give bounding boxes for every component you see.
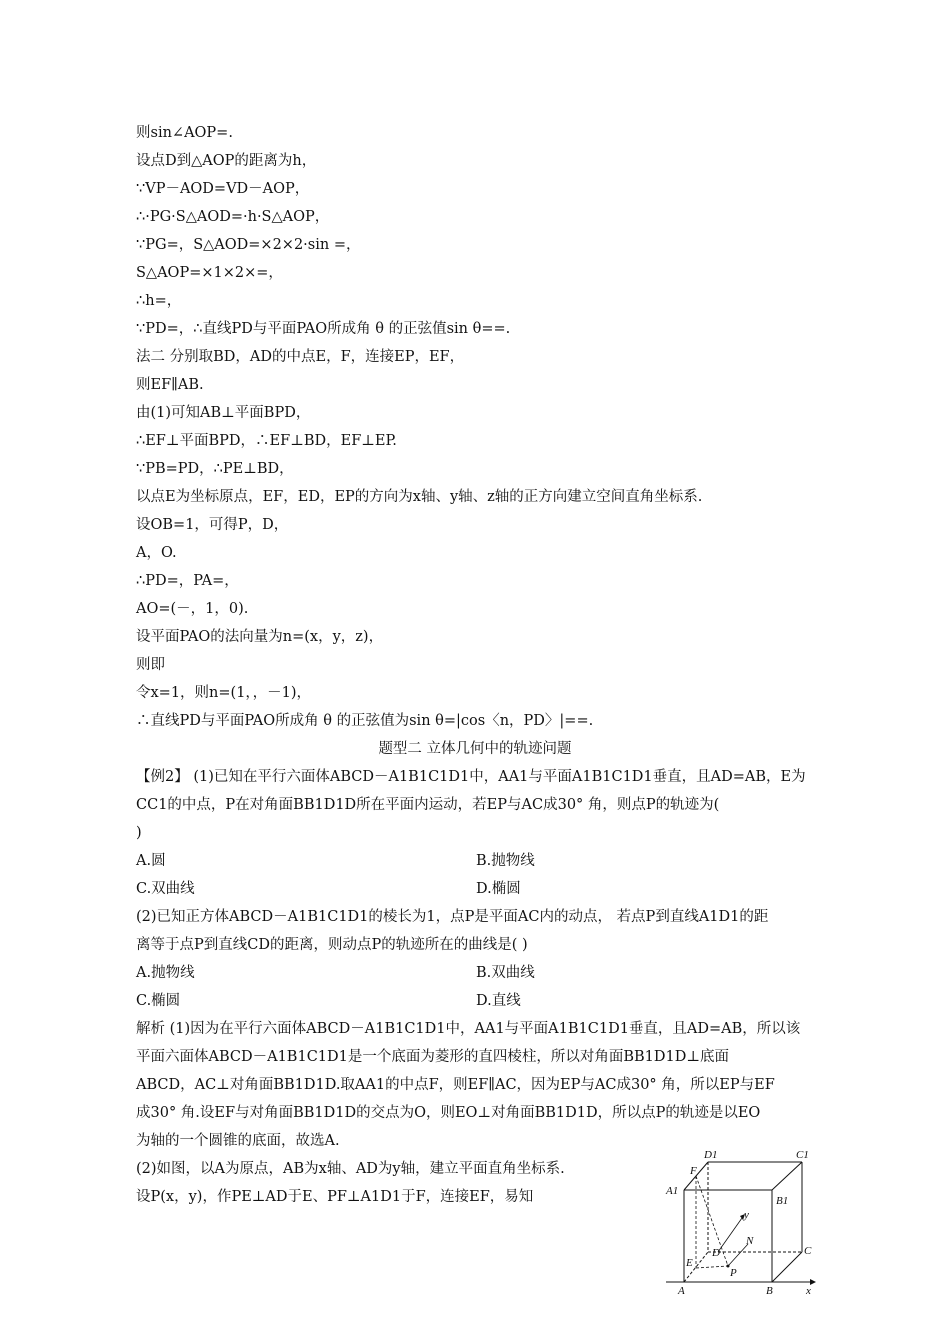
- label-a: A: [678, 1285, 685, 1297]
- text-line: AO=(－，1，0).: [136, 601, 249, 617]
- option-c: C.椭圆: [136, 993, 181, 1009]
- option-b: B.抛物线: [476, 853, 535, 869]
- example-question-line: 【例2】 (1)已知在平行六面体ABCD－A1B1C1D1中，AA1与平面A1B1C1D1垂直，且AD=AB，E为: [136, 769, 806, 785]
- solution-line: 解析 (1)因为在平行六面体ABCD－A1B1C1D1中，AA1与平面A1B1C1D1垂直，且AD=AB，所以该: [136, 1021, 801, 1037]
- label-p: P: [730, 1267, 737, 1279]
- text-line: ∵PG=，S△AOD=×2×2·sin =，: [136, 237, 361, 253]
- text-line: 令x=1，则n=(1，，－1)，: [136, 685, 312, 701]
- example-question-line: ): [136, 825, 142, 841]
- option-d: D.直线: [476, 993, 521, 1009]
- label-x: x: [806, 1285, 811, 1297]
- solution-line: ABCD，AC⊥对角面BB1D1D.取AA1的中点F，则EF∥AC，因为EP与AC成30° 角，所以EP与EF: [136, 1077, 775, 1093]
- text-line: 则即: [136, 657, 165, 673]
- text-line: S△AOP=×1×2×=，: [136, 265, 283, 281]
- text-line: ∵VP－AOD=VD－AOP，: [136, 181, 310, 197]
- text-line: ∵PB=PD，∴PE⊥BD，: [136, 461, 294, 477]
- text-line: ∴EF⊥平面BPD，∴EF⊥BD，EF⊥EP.: [136, 433, 397, 449]
- label-b1: B1: [776, 1195, 789, 1207]
- label-f: F: [690, 1165, 697, 1177]
- text-line: ∴PD=，PA=，: [136, 573, 239, 589]
- text-line: ∴·PG·S△AOD=·h·S△AOP，: [136, 209, 330, 225]
- label-d: D: [712, 1247, 720, 1259]
- label-c1: C1: [796, 1149, 809, 1161]
- example-question-line: 离等于点P到直线CD的距离，则动点P的轨迹所在的曲线是( ): [136, 937, 528, 953]
- example-question-line: (2)已知正方体ABCD－A1B1C1D1的棱长为1，点P是平面AC内的动点， 若点P到直线A1D1的距: [136, 909, 769, 925]
- text-line: 以点E为坐标原点，EF，ED，EP的方向为x轴、y轴、z轴的正方向建立空间直角坐标系.: [136, 489, 703, 505]
- text-line: ∴h=，: [136, 293, 182, 309]
- label-y: y: [744, 1209, 749, 1221]
- option-d: D.椭圆: [476, 881, 521, 897]
- label-b: B: [766, 1285, 773, 1297]
- text-line: 由(1)可知AB⊥平面BPD，: [136, 405, 311, 421]
- text-line: 设OB=1，可得P，D，: [136, 517, 289, 533]
- label-d1: D1: [704, 1149, 718, 1161]
- option-a: A.抛物线: [136, 965, 195, 981]
- label-n: N: [746, 1235, 754, 1247]
- option-a: A.圆: [136, 853, 166, 869]
- label-c: C: [804, 1245, 812, 1257]
- text-line: ∴直线PD与平面PAO所成角 θ 的正弦值为sin θ=|cos〈n，PD〉|==.: [136, 713, 594, 729]
- text-line: 设平面PAO的法向量为n=(x，y，z)，: [136, 629, 384, 645]
- solution-line: 成30° 角.设EF与对角面BB1D1D的交点为O，则EO⊥对角面BB1D1D，所以点P的轨迹是以EO: [136, 1105, 761, 1121]
- solution-line: (2)如图，以A为原点，AB为x轴、AD为y轴，建立平面直角坐标系.: [136, 1161, 565, 1177]
- option-c: C.双曲线: [136, 881, 195, 897]
- cube-figure: [660, 1148, 820, 1298]
- section-title: 题型二 立体几何中的轨迹问题: [378, 741, 572, 757]
- example-question-line: CC1的中点，P在对角面BB1D1D所在平面内运动，若EP与AC成30° 角，则点P的轨迹为(: [136, 797, 720, 813]
- solution-line: 为轴的一个圆锥的底面，故选A.: [136, 1133, 340, 1149]
- option-b: B.双曲线: [476, 965, 535, 981]
- text-line: ∵PD=，∴直线PD与平面PAO所成角 θ 的正弦值sin θ==.: [136, 321, 511, 337]
- text-line: 法二 分别取BD，AD的中点E，F，连接EP，EF，: [136, 349, 465, 365]
- label-e: E: [686, 1257, 693, 1269]
- text-line: A，O.: [136, 545, 177, 561]
- label-a1: A1: [666, 1185, 679, 1197]
- solution-line: 平面六面体ABCD－A1B1C1D1是一个底面为菱形的直四棱柱，所以对角面BB1D1D⊥底面: [136, 1049, 730, 1065]
- cube-diagram: [660, 1148, 820, 1298]
- solution-line: 设P(x，y)，作PE⊥AD于E、PF⊥A1D1于F，连接EF，易知: [136, 1189, 534, 1205]
- text-line: 则EF∥AB.: [136, 377, 204, 393]
- text-line: 设点D到△AOP的距离为h，: [136, 153, 317, 169]
- text-line: 则sin∠AOP=.: [136, 125, 233, 141]
